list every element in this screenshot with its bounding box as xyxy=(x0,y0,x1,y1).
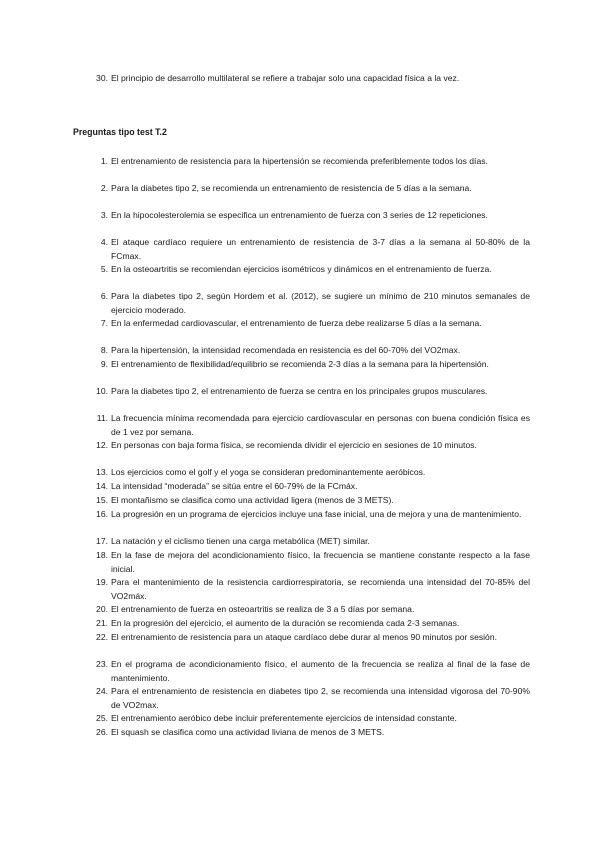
question-item xyxy=(90,726,530,740)
question-number: 12. xyxy=(96,440,108,450)
question-text: Para la diabetes tipo 2, se recomienda un entrenamiento de resistencia de 5 días a la semana. xyxy=(111,183,472,193)
question-number: 9. xyxy=(100,359,108,369)
question-number: 30. xyxy=(96,73,108,83)
question-item xyxy=(90,317,530,331)
question-number: 8. xyxy=(100,345,108,355)
question-item xyxy=(90,466,530,480)
question-number: 10. xyxy=(96,386,108,396)
question-text: Los ejercicios como el golf y el yoga se consideran predominantemente aeróbicos. xyxy=(111,467,426,477)
question-number: 15. xyxy=(96,495,108,505)
question-number: 6. xyxy=(100,291,108,301)
question-text: El entrenamiento de resistencia para la hipertensión se recomienda preferiblemente todos los días. xyxy=(111,156,488,166)
question-text: En el programa de acondicionamiento físico, el aumento de la frecuencia se realiza al final de la fase de mantenimiento. xyxy=(111,659,530,683)
question-item xyxy=(90,617,530,631)
question-item-30 xyxy=(90,72,530,86)
question-item xyxy=(90,508,530,522)
question-number: 26. xyxy=(96,727,108,737)
question-item xyxy=(90,480,530,494)
question-text: En personas con baja forma física, se recomienda dividir el ejercicio en sesiones de 10 minutos. xyxy=(111,440,477,450)
question-text: La progresión en un programa de ejercicios incluye una fase inicial, una de mejora y una de mantenimiento. xyxy=(111,509,522,519)
question-text: El entrenamiento de flexibilidad/equilibrio se recomienda 2-3 días a la semana para la hipertensión. xyxy=(111,359,489,369)
question-item xyxy=(90,385,530,399)
question-text: El montañismo se clasifica como una actividad ligera (menos de 3 METS). xyxy=(111,495,394,505)
question-text: Para el mantenimiento de la resistencia cardiorrespiratoria, se recomienda una intensidad del 70-85% del VO2máx. xyxy=(111,577,530,601)
question-item xyxy=(90,658,530,685)
question-text: En la osteoartritis se recomiendan ejercicios isométricos y dinámicos en el entrenamiento de fuerza. xyxy=(111,264,492,274)
question-number: 25. xyxy=(96,713,108,723)
question-text: En la progresión del ejercicio, el aumento de la duración se recomienda cada 2-3 semanas. xyxy=(111,618,460,628)
question-number: 14. xyxy=(96,481,108,491)
question-number: 5. xyxy=(100,264,108,274)
question-item xyxy=(90,576,530,603)
question-text: El ataque cardíaco requiere un entrenamiento de resistencia de 3-7 días a la semana al 50-80% de la FCmax. xyxy=(111,237,530,261)
question-item xyxy=(90,412,530,439)
question-item xyxy=(90,603,530,617)
question-item xyxy=(90,263,530,277)
question-item xyxy=(90,155,530,169)
question-number: 2. xyxy=(100,183,108,193)
question-text: La intensidad “moderada” se sitúa entre el 60-79% de la FCmáx. xyxy=(111,481,358,491)
question-number: 1. xyxy=(100,156,108,166)
question-number: 13. xyxy=(96,467,108,477)
question-text: El squash se clasifica como una actividad liviana de menos de 3 METS. xyxy=(111,727,385,737)
question-text: La frecuencia mínima recomendada para ejercicio cardiovascular en personas con buena condición física es de 1 vez por semana. xyxy=(111,413,530,437)
question-number: 16. xyxy=(96,509,108,519)
question-text: El entrenamiento aeróbico debe incluir preferentemente ejercicios de intensidad constante. xyxy=(111,713,457,723)
question-number: 19. xyxy=(96,577,108,587)
question-item xyxy=(90,535,530,549)
question-number: 11. xyxy=(96,413,108,423)
question-item xyxy=(90,494,530,508)
question-text: En la fase de mejora del acondicionamiento físico, la frecuencia se mantiene constante respecto a la fase inicial. xyxy=(111,550,530,574)
question-number: 17. xyxy=(96,536,108,546)
question-item xyxy=(90,631,530,645)
question-item xyxy=(90,182,530,196)
question-item xyxy=(90,358,530,372)
question-number: 7. xyxy=(100,318,108,328)
question-number: 3. xyxy=(100,210,108,220)
question-item xyxy=(90,344,530,358)
question-item xyxy=(90,209,530,223)
question-item xyxy=(90,549,530,576)
question-text: Para el entrenamiento de resistencia en diabetes tipo 2, se recomienda una intensidad vigorosa del 70-90% de VO2max. xyxy=(111,686,530,710)
question-number: 24. xyxy=(96,686,108,696)
question-text: En la hipocolesterolemia se especifica un entrenamiento de fuerza con 3 series de 12 repeticiones. xyxy=(111,210,488,220)
question-item xyxy=(90,712,530,726)
question-number: 21. xyxy=(96,618,108,628)
question-number: 18. xyxy=(96,550,108,560)
question-item xyxy=(90,685,530,712)
question-number: 4. xyxy=(100,237,108,247)
question-item xyxy=(90,236,530,263)
question-item xyxy=(90,439,530,453)
question-text: Para la diabetes tipo 2, el entrenamiento de fuerza se centra en los principales grupos musculares. xyxy=(111,386,488,396)
question-number: 23. xyxy=(96,659,108,669)
question-text: La natación y el ciclismo tienen una carga metabólica (MET) similar. xyxy=(111,536,370,546)
question-text: En la enfermedad cardiovascular, el entrenamiento de fuerza debe realizarse 5 días a la semana. xyxy=(111,318,482,328)
question-text: Para la hipertensión, la intensidad recomendada en resistencia es del 60-70% del VO2max. xyxy=(111,345,461,355)
question-number: 20. xyxy=(96,604,108,614)
question-text: El principio de desarrollo multilateral se refiere a trabajar solo una capacidad física a la vez. xyxy=(111,73,460,83)
question-item xyxy=(90,290,530,317)
question-text: El entrenamiento de resistencia para un ataque cardíaco debe durar al menos 90 minutos por sesión. xyxy=(111,632,497,642)
section-title: Preguntas tipo test T.2 xyxy=(73,127,167,137)
question-text: El entrenamiento de fuerza en osteoartritis se realiza de 3 a 5 días por semana. xyxy=(111,604,415,614)
question-text: Para la diabetes tipo 2, según Hordem et al. (2012), se sugiere un mínimo de 210 minutos semanales de ejercicio moderado. xyxy=(111,291,530,315)
question-number: 22. xyxy=(96,632,108,642)
